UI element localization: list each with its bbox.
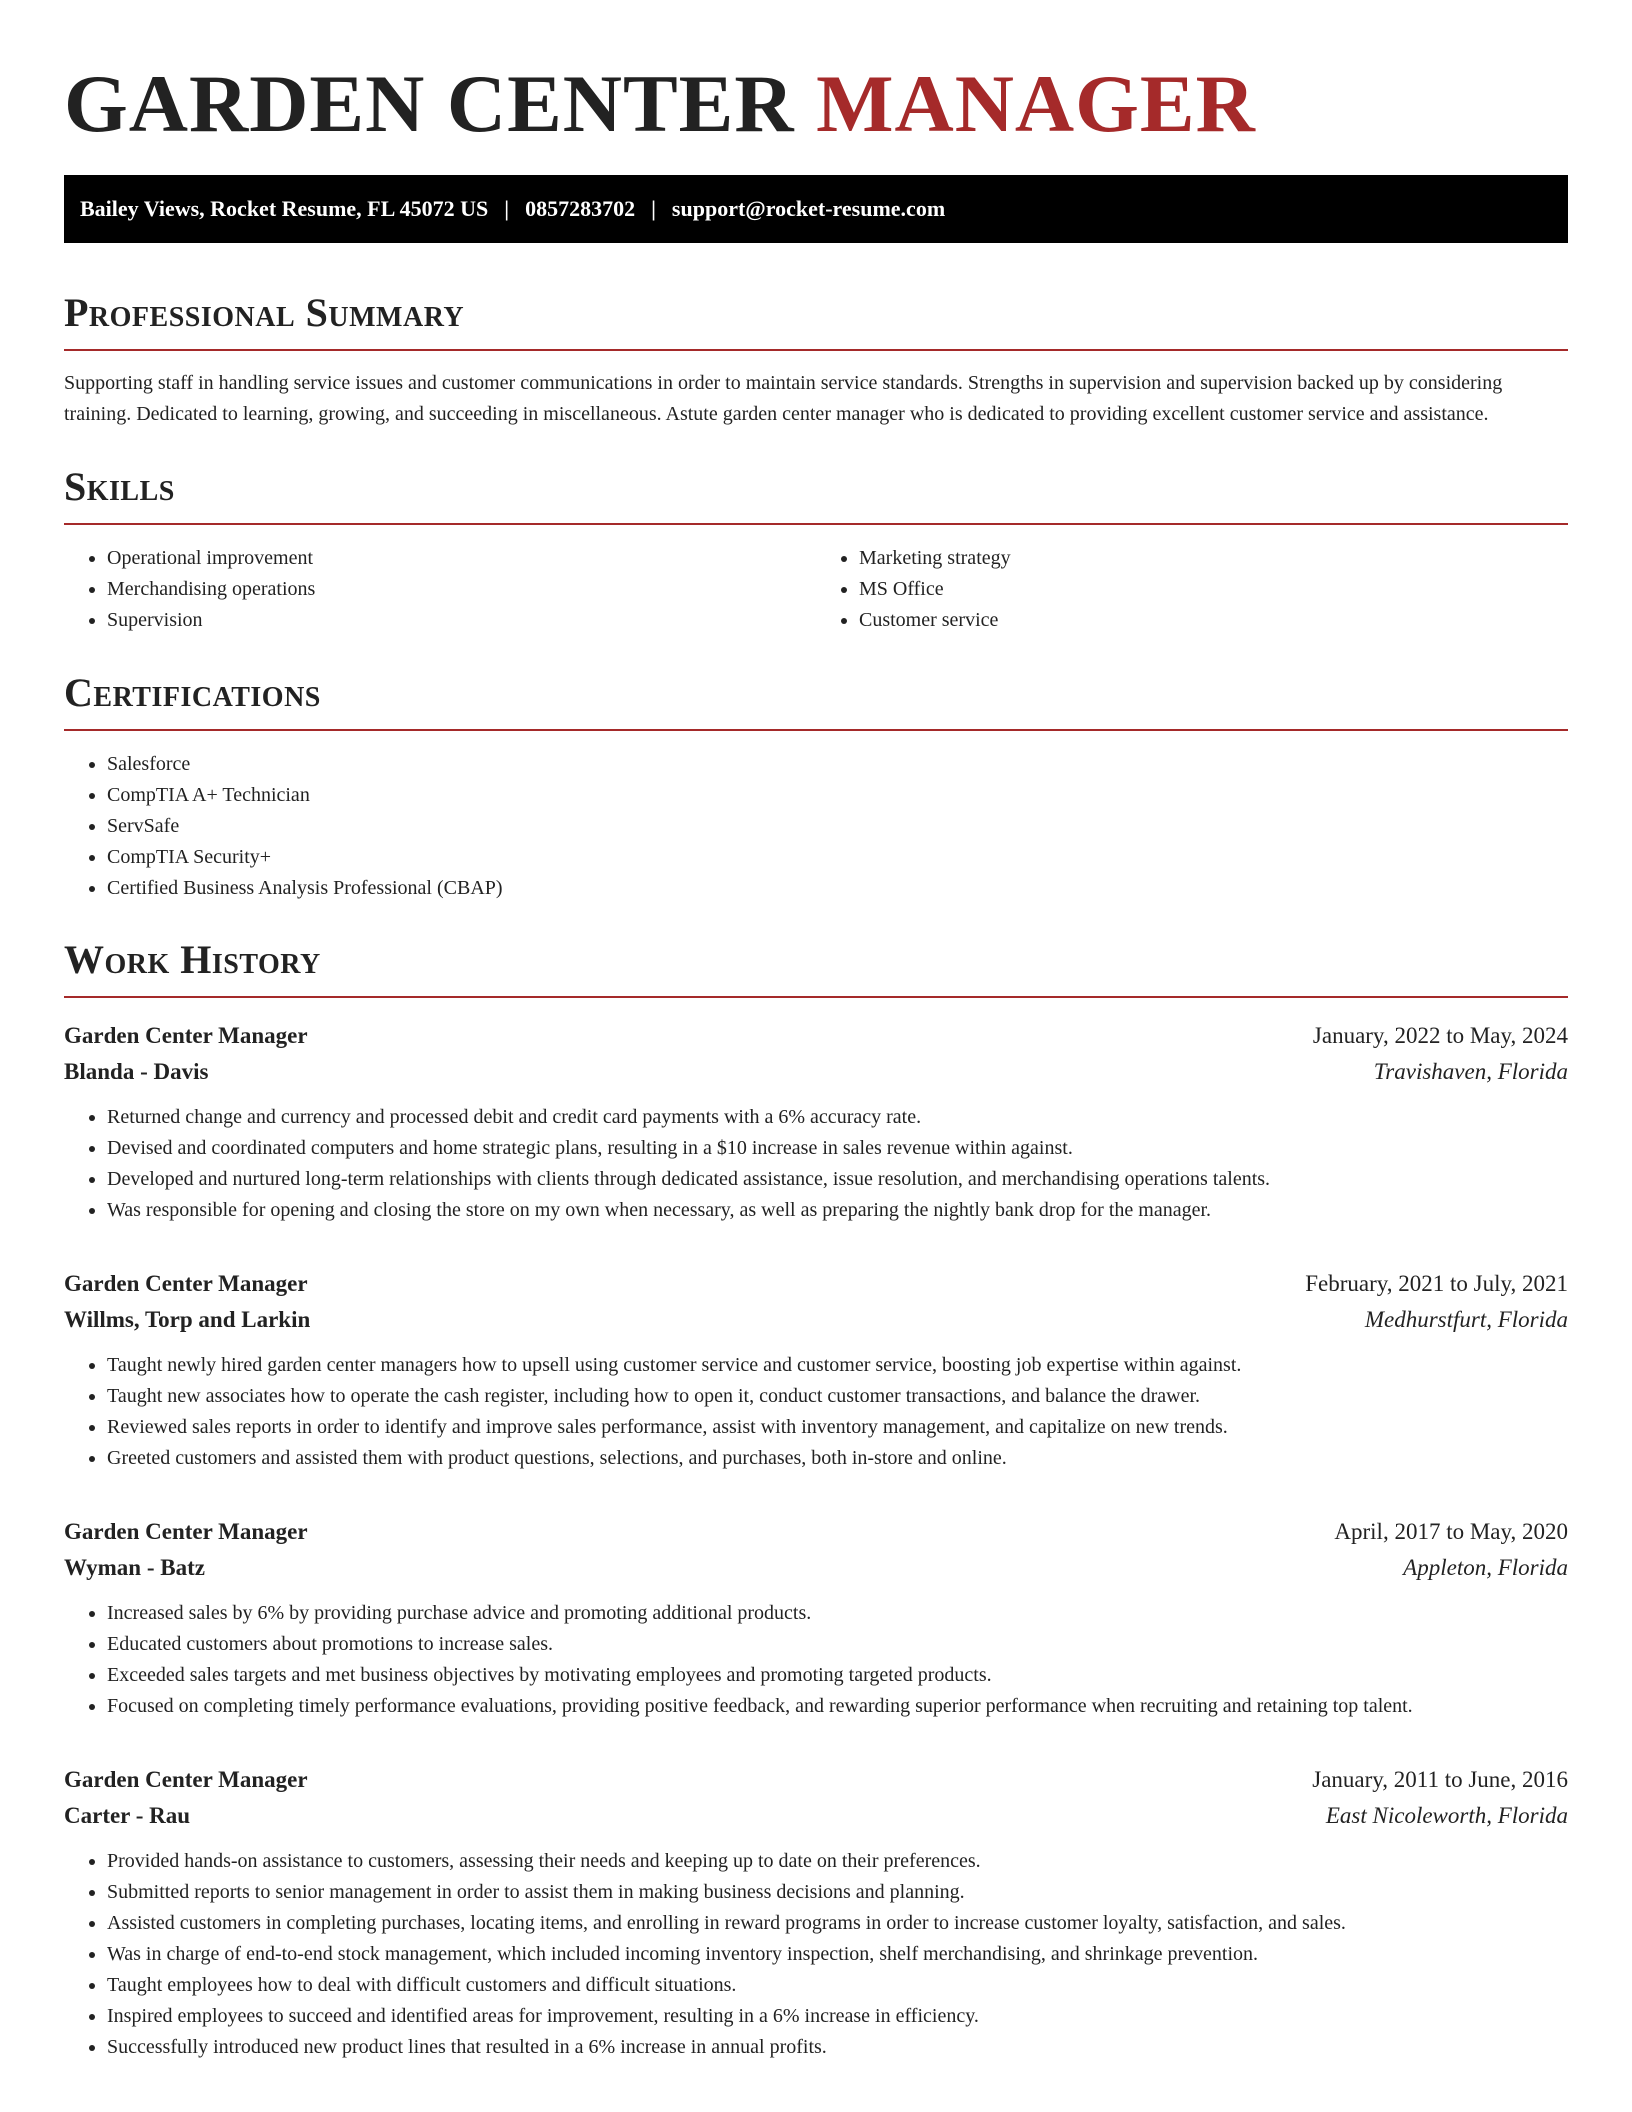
- skills-column-left: [64, 543, 816, 636]
- section-divider: [64, 729, 1568, 731]
- contact-address: Bailey Views, Rocket Resume, FL 45072 US: [80, 196, 489, 221]
- job-title: Garden Center Manager: [64, 1767, 308, 1792]
- job-entry: [64, 1266, 1568, 1474]
- section-divider: [64, 996, 1568, 998]
- job-entry: [64, 1018, 1568, 1226]
- job-title: Garden Center Manager: [64, 1519, 308, 1544]
- job-bullet: • Was responsible for opening and closing the store on my own when necessary, as well as preparing the nightly bank drop for the manager.: [107, 1195, 1568, 1226]
- contact-separator: |: [504, 196, 510, 221]
- job-bullets: [64, 1598, 1568, 1722]
- job-title: Garden Center Manager: [64, 1271, 308, 1296]
- section-title-work-history: Work History: [64, 937, 321, 982]
- section-title-certifications: Certifications: [64, 670, 321, 715]
- job-bullet: • Reviewed sales reports in order to identify and improve sales performance, assist with inventory management, and capitalize on new trends.: [107, 1412, 1568, 1443]
- job-location: Appleton, Florida: [1403, 1555, 1568, 1580]
- skills-column-right: [816, 543, 1568, 636]
- skill-item: • Supervision: [107, 605, 816, 636]
- job-bullet: • Devised and coordinated computers and home strategic plans, resulting in a $10 increase in sales revenue within against.: [107, 1133, 1568, 1164]
- skills-section: [64, 463, 1568, 636]
- skill-item: • Marketing strategy: [859, 543, 1568, 574]
- section-divider: [64, 349, 1568, 351]
- job-company: Carter - Rau: [64, 1803, 191, 1828]
- job-dates: April, 2017 to May, 2020: [1334, 1519, 1568, 1544]
- job-header-row: [64, 1018, 1568, 1054]
- skills-grid: [64, 543, 1568, 636]
- section-title-summary: Professional Summary: [64, 290, 465, 335]
- certifications-list: [64, 749, 1568, 904]
- certification-item: • Salesforce: [107, 749, 1568, 780]
- job-company-row: [64, 1054, 1568, 1090]
- job-bullet: • Was in charge of end-to-end stock management, which included incoming inventory inspection, shelf merchandising, and shrinkage prevention.: [107, 1939, 1568, 1970]
- job-bullet: • Greeted customers and assisted them with product questions, selections, and purchases, both in-store and online.: [107, 1443, 1568, 1474]
- skill-item: • Customer service: [859, 605, 1568, 636]
- job-bullet: • Increased sales by 6% by providing purchase advice and promoting additional products.: [107, 1598, 1568, 1629]
- job-bullet: • Developed and nurtured long-term relationships with clients through dedicated assistance, issue resolution, and merchandising operations talents.: [107, 1164, 1568, 1195]
- job-bullet: • Submitted reports to senior management in order to assist them in making business decisions and planning.: [107, 1877, 1568, 1908]
- job-bullets: [64, 1102, 1568, 1226]
- job-header-row: [64, 1266, 1568, 1302]
- certification-item: • ServSafe: [107, 811, 1568, 842]
- summary-text: Supporting staff in handling service issues and customer communications in order to maintain service standards. Strengths in supervision and supervision backed up by considering training. Dedicated to learning, growing, and succeeding in miscellaneous. Astute garden center manager who is dedicated to providing excellent customer service and assistance.: [64, 372, 1503, 425]
- certifications-section: [64, 669, 1568, 904]
- certification-item: • CompTIA Security+: [107, 842, 1568, 873]
- job-bullet: • Inspired employees to succeed and identified areas for improvement, resulting in a 6% increase in efficiency.: [107, 2001, 1568, 2032]
- job-bullet: • Returned change and currency and processed debit and credit card payments with a 6% accuracy rate.: [107, 1102, 1568, 1133]
- job-bullets: [64, 1350, 1568, 1474]
- resume-name: [64, 0, 1568, 152]
- job-company-row: [64, 1798, 1568, 1834]
- work-history-section: [64, 936, 1568, 2063]
- contact-email: support@rocket-resume.com: [671, 196, 946, 221]
- job-location: East Nicoleworth, Florida: [1325, 1803, 1568, 1828]
- job-location: Medhurstfurt, Florida: [1364, 1307, 1568, 1332]
- job-header-row: [64, 1762, 1568, 1798]
- job-bullet: • Educated customers about promotions to increase sales.: [107, 1629, 1568, 1660]
- job-header-row: [64, 1514, 1568, 1550]
- skill-item: • Operational improvement: [107, 543, 816, 574]
- job-location: Travishaven, Florida: [1373, 1059, 1568, 1084]
- job-bullet: • Taught newly hired garden center managers how to upsell using customer service and customer service, boosting job expertise within against.: [107, 1350, 1568, 1381]
- job-title: Garden Center Manager: [64, 1023, 308, 1048]
- job-company: Wyman - Batz: [64, 1555, 205, 1580]
- job-dates: February, 2021 to July, 2021: [1305, 1271, 1568, 1296]
- job-bullet: • Focused on completing timely performance evaluations, providing positive feedback, and rewarding superior performance when recruiting and retaining top talent.: [107, 1691, 1568, 1722]
- contact-separator: |: [651, 196, 656, 221]
- job-bullets: [64, 1846, 1568, 2063]
- certification-item: • Certified Business Analysis Professional (CBAP): [107, 873, 1568, 904]
- contact-bar: [64, 175, 1568, 243]
- job-company: Blanda - Davis: [64, 1059, 209, 1084]
- job-company: Willms, Torp and Larkin: [64, 1307, 311, 1332]
- skill-item: • Merchandising operations: [107, 574, 816, 605]
- contact-phone: 0857283702: [525, 196, 636, 221]
- job-bullet: • Assisted customers in completing purchases, locating items, and enrolling in reward programs in order to increase customer loyalty, satisfaction, and sales.: [107, 1908, 1568, 1939]
- section-divider: [64, 523, 1568, 525]
- section-title-skills: Skills: [64, 464, 175, 509]
- job-bullet: • Taught employees how to deal with difficult customers and difficult situations.: [107, 1970, 1568, 2001]
- job-company-row: [64, 1302, 1568, 1338]
- job-entry: [64, 1762, 1568, 2063]
- name-accent: MANAGER: [816, 58, 1256, 149]
- job-dates: January, 2011 to June, 2016: [1312, 1767, 1568, 1792]
- job-bullet: • Exceeded sales targets and met business objectives by motivating employees and promoting targeted products.: [107, 1660, 1568, 1691]
- name-primary: GARDEN CENTER: [64, 58, 795, 149]
- job-bullet: • Provided hands-on assistance to customers, assessing their needs and keeping up to date on their preferences.: [107, 1846, 1568, 1877]
- job-entry: [64, 1514, 1568, 1722]
- skill-item: • MS Office: [859, 574, 1568, 605]
- summary-section: [64, 289, 1568, 430]
- job-bullet: • Successfully introduced new product lines that resulted in a 6% increase in annual profits.: [107, 2032, 1568, 2063]
- job-bullet: • Taught new associates how to operate the cash register, including how to open it, conduct customer transactions, and balance the drawer.: [107, 1381, 1568, 1412]
- certification-item: • CompTIA A+ Technician: [107, 780, 1568, 811]
- job-company-row: [64, 1550, 1568, 1586]
- job-dates: January, 2022 to May, 2024: [1312, 1023, 1568, 1048]
